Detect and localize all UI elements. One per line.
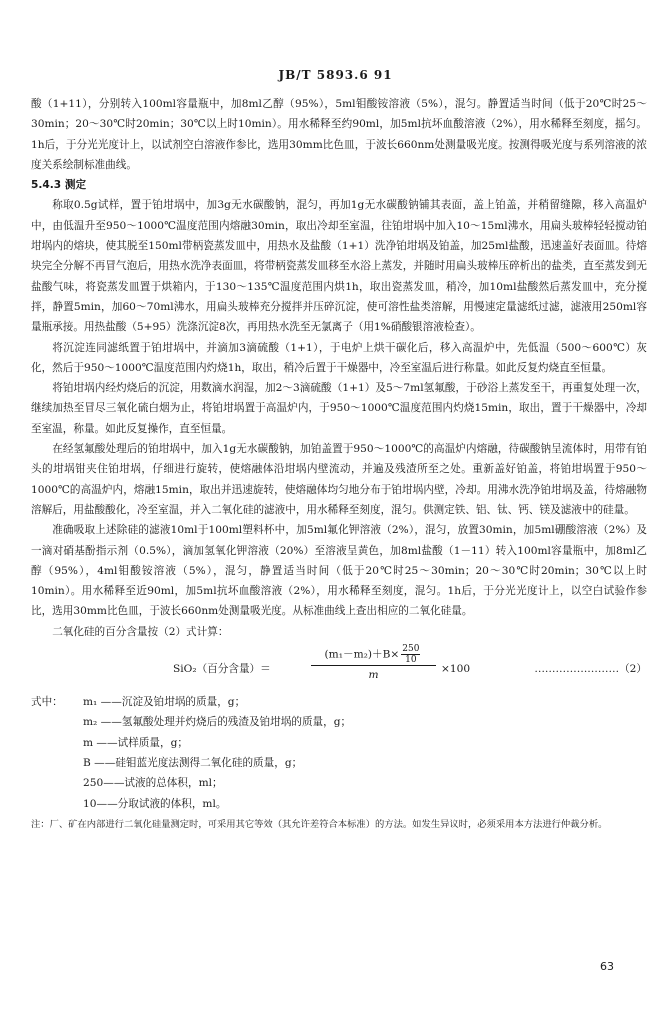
formula-lhs: SiO₂（百分含量）＝	[173, 663, 271, 676]
paragraph: 二氧化硅的百分含量按（2）式计算：	[52, 625, 229, 638]
paragraph: 在经氢氟酸处理后的铂坩埚中，加入1g无水碳酸钠，加铂盖置于950～1000℃的高温炉内熔融，待碳酸钠呈流体时，用带有铂头的坩埚钳夹住铂坩埚，仔细进行旋转，使熔融体沿坩埚内壁流动，并遍及残渣所至之处。重新盖好铂盖，将铂坩埚置于950～1000℃的高温炉内，熔融15min，取出并迅速旋转，使熔融体均匀地分布于铂坩埚内壁，冷却。用沸水洗净铂坩埚及盖，待熔融物溶解后，用盐酸酸化，冷至室温，并入二氧化硅的滤液中，用水稀释至刻度，混匀。供测定铁、铝、钛、钙、镁及滤液中的硅量。	[31, 443, 647, 516]
definition-item: m₁ ——沉淀及铂坩埚的质量，g；	[83, 696, 246, 709]
formula-denominator: m	[368, 669, 379, 682]
paragraph: 将沉淀连同滤纸置于铂坩埚中，并滴加3滴硫酸（1+1），于电炉上烘干碳化后，移入高温炉中，先低温（500～600℃）灰化，然后于950～1000℃温度范围内灼烧1h，取出，稍冷后置于干燥器中，冷至室温后进行称量。如此反复灼烧直至恒量。	[31, 341, 647, 374]
paragraph: 酸（1+11），分别转入100ml容量瓶中，加8ml乙醇（95%），5ml钼酸铵溶液（5%），混匀。静置适当时间（低于20℃时25～30min；20～30℃时20min；30℃以上时10min）。用水稀释至约90ml，加5ml抗坏血酸溶液（2%），用水稀释至刻度，摇匀。1h后，于分光光度计上，以试剂空白溶液作参比，选用30mm比色皿，于波长660nm处测量吸光度。按测得吸光度与系列溶液的浓度关系绘制标准曲线。	[31, 98, 647, 171]
formula-inner-top: 250	[402, 644, 420, 655]
formula-inner-fraction	[401, 644, 420, 665]
definition-item: B ——硅钼蓝光度法测得二氧化硅的质量，g；	[83, 756, 303, 769]
paragraph: 将铂坩埚内经灼烧后的沉淀，用数滴水润湿，加2～3滴硫酸（1+1）及5～7ml氢氟酸，于砂浴上蒸发至干，再重复处理一次，继续加热至冒尽三氧化硫白烟为止，将铂坩埚置于高温炉内，于950～1000℃温度范围内灼烧15min，取出，置于干燥器中，冷却至室温，称量。如此反复操作，直至恒量。	[31, 382, 647, 435]
where-clause	[31, 692, 647, 712]
page-header: JB/T 5893.6 91	[278, 68, 393, 82]
formula-inner-bottom: 10	[405, 655, 417, 666]
document-body	[31, 94, 647, 833]
definition-item: 250——试液的总体积，ml；	[83, 777, 223, 790]
formula-number: ……………………（2）	[534, 663, 647, 676]
formula	[31, 644, 647, 692]
formula-tail: ×100	[441, 663, 471, 676]
paragraph: 称取0.5g试样，置于铂坩埚中，加3g无水碳酸钠，混匀，再加1g无水碳酸钠铺其表面，盖上铂盖，并稍留缝隙，移入高温炉中，由低温升至950～1000℃温度范围内熔融30min，取出冷却至室温，往铂坩埚中加入10～15ml沸水，用扁头玻棒轻轻搅动铂坩埚内的熔块，使其脱至150ml带柄瓷蒸发皿中，用热水及盐酸（1+1）洗净铂坩埚及铂盖，加25ml盐酸，迅速盖好表面皿。待熔块完全分解不再冒气泡后，用热水洗净表面皿，将带柄瓷蒸发皿移至水浴上蒸发，并随时用扁头玻棒压碎析出的盐类，直至蒸发到无盐酸气味，将瓷蒸发皿置于烘箱内，于130～135℃温度范围内烘1h，取出瓷蒸发皿，稍冷，加10ml盐酸然后蒸发皿中，充分搅拌，静置5min，加60～70ml沸水，用扁头玻棒充分搅拌并压碎沉淀，使可溶性盐类溶解，用慢速定量滤纸过滤，滤液用250ml容量瓶承接。用热盐酸（5+95）洗涤沉淀8次，再用热水洗至无氯离子（用1%硝酸银溶液检查）。	[31, 199, 647, 334]
paragraph: 准确吸取上述除硅的滤液10ml于100ml塑料杯中，加5ml氟化钾溶液（2%），混匀，放置30min，加5ml硼酸溶液（2%）及一滴对硝基酚指示剂（0.5%），滴加氢氧化钾溶液（20%）至溶液呈黄色，加8ml盐酸（1－11）转入100ml容量瓶中，加8ml乙醇（95%），4ml钼酸铵溶液（5%），混匀，静置适当时间（低于20℃时25～30min；20～30℃时20min；30℃以上时10min）。用水稀释至近90ml，加5ml抗坏血酸溶液（2%），用水稀释至刻度，混匀。1h后，于分光光度计上，以空白试验作参比，选用30mm比色皿，于波长660nm处测量吸光度。从标准曲线上查出相应的二氧化硅量。	[31, 524, 647, 618]
formula-numerator-pre: (m₁－m₂)＋B×	[324, 648, 400, 661]
footnote: 注：厂、矿在内部进行二氧化硅量测定时，可采用其它等效（其允许差符合本标准）的方法。如发生异议时，必须采用本方法进行仲裁分析。	[31, 818, 608, 830]
section-heading: 5.4.3 测定	[31, 179, 87, 192]
definition-item: 10——分取试液的体积，ml。	[83, 797, 227, 810]
formula-fraction	[311, 644, 436, 684]
where-label: 式中：	[31, 696, 63, 709]
definition-item: m ——试样质量，g；	[83, 736, 188, 749]
formula-numerator	[311, 644, 436, 665]
page-number: 63	[600, 960, 614, 973]
definition-item: m₂ ——氢氟酸处理并灼烧后的残渣及铂坩埚的质量，g；	[83, 716, 352, 729]
